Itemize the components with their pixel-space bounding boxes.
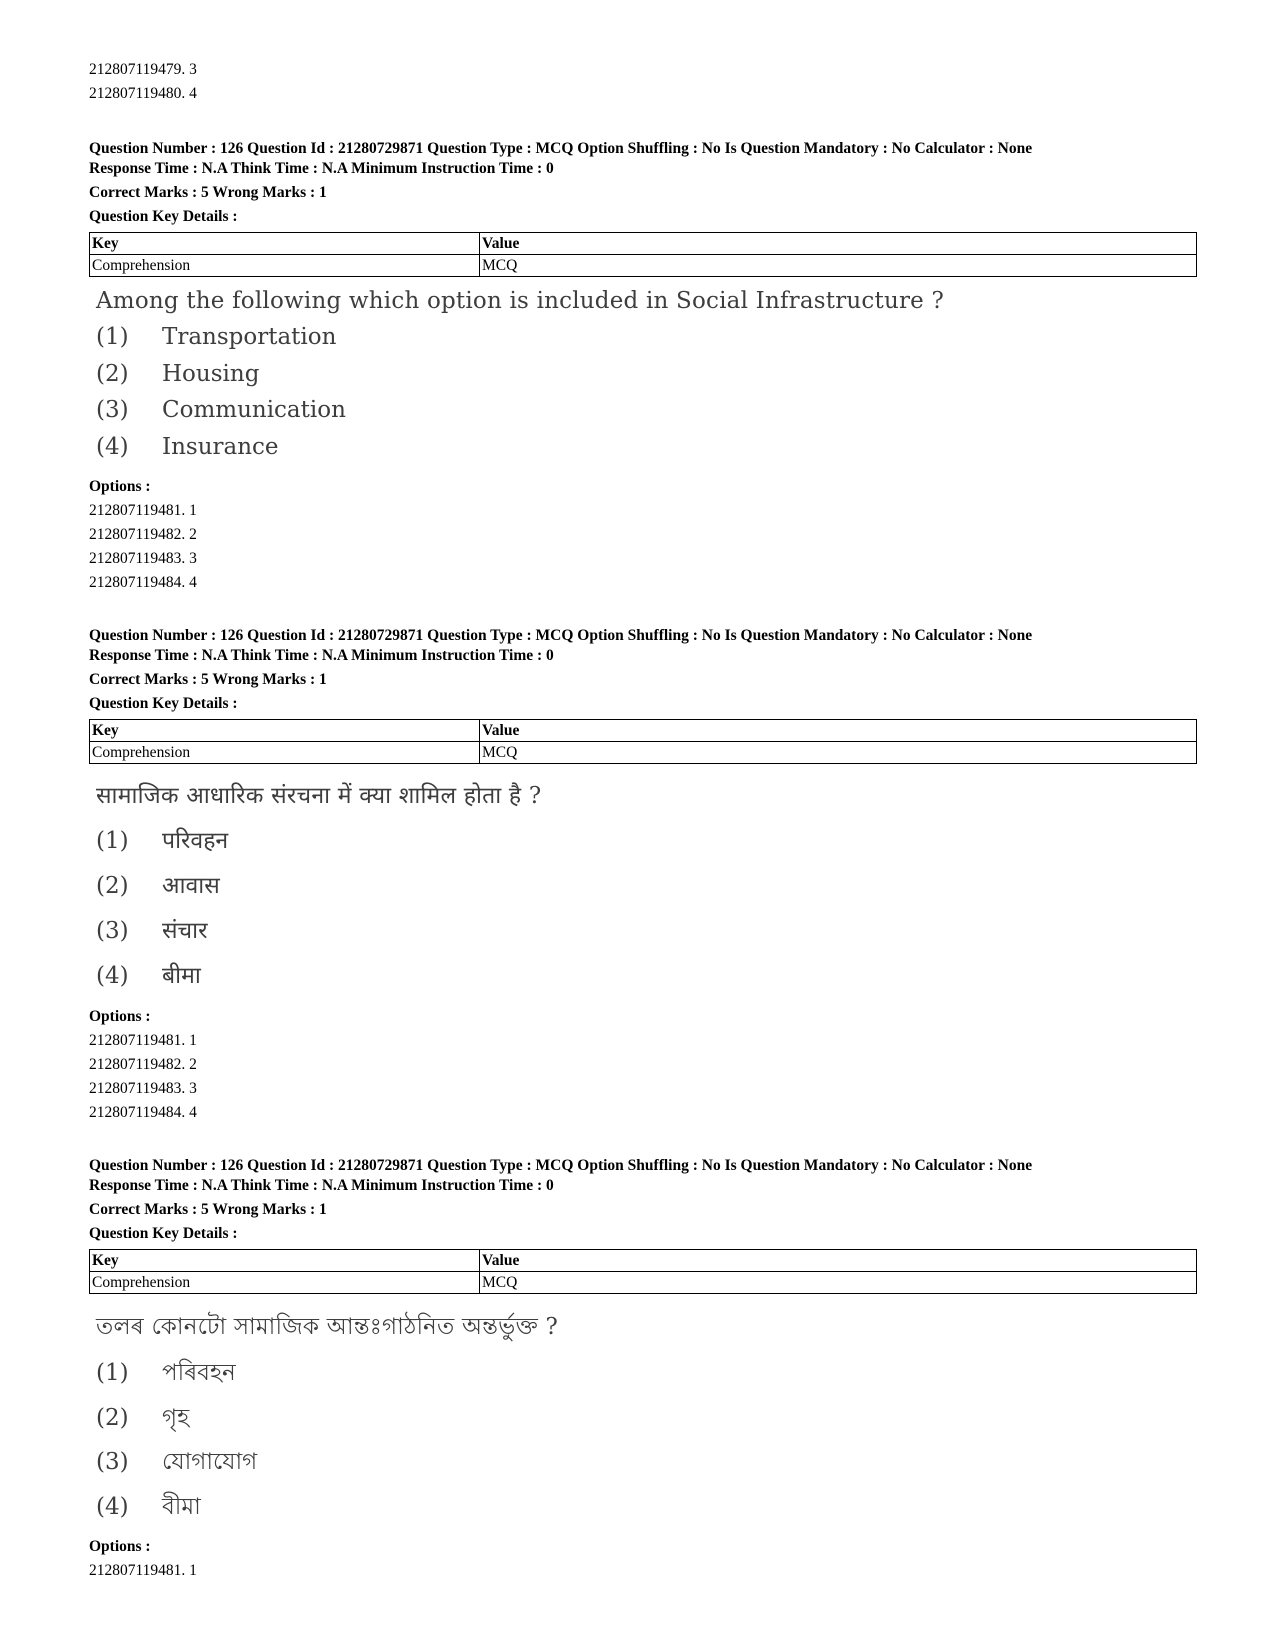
choice-text: Insurance [162, 434, 279, 460]
option-line: 212807119481. 1 [89, 1562, 197, 1579]
key-table-header-key: Key [90, 233, 480, 255]
key-table-header-row [90, 720, 1197, 742]
question-choice [96, 868, 220, 900]
key-table-header-value: Value [480, 720, 1197, 742]
question-text: তলৰ কোনটো সামাজিক আন্তঃগাঠনিত অন্তৰ্ভুক্ত ? [96, 1314, 559, 1340]
choice-number: (3) [96, 397, 129, 423]
choice-number: (2) [96, 361, 129, 387]
question-timing-line: Response Time : N.A Think Time : N.A Minimum Instruction Time : 0 [89, 647, 554, 664]
question-choice [96, 434, 279, 460]
choice-text: পৰিবহন [162, 1360, 236, 1386]
question-marks-line: Correct Marks : 5 Wrong Marks : 1 [89, 671, 327, 688]
question-choice [96, 361, 259, 387]
key-table-cell-key: Comprehension [90, 1272, 480, 1294]
option-line: 212807119480. 4 [89, 85, 197, 102]
key-table-header-row [90, 233, 1197, 255]
choice-text: যোগাযোগ [162, 1449, 258, 1475]
choice-text: परिवहन [162, 828, 229, 854]
key-table-cell-key: Comprehension [90, 255, 480, 277]
choice-number: (3) [96, 918, 129, 944]
question-timing-line: Response Time : N.A Think Time : N.A Minimum Instruction Time : 0 [89, 160, 554, 177]
question-choice [96, 1443, 257, 1482]
choice-number: (1) [96, 1360, 129, 1386]
choice-text: Communication [162, 397, 346, 423]
question-key-table [89, 719, 1197, 764]
question-marks-line: Correct Marks : 5 Wrong Marks : 1 [89, 184, 327, 201]
choice-number: (2) [96, 873, 129, 899]
question-choice [96, 913, 208, 945]
choice-number: (4) [96, 434, 129, 460]
key-table-cell-value: MCQ [480, 255, 1197, 277]
key-table-header-key: Key [90, 720, 480, 742]
options-label: Options : [89, 1008, 151, 1025]
key-table-row [90, 255, 1197, 277]
question-choice [96, 958, 201, 990]
key-table-header-key: Key [90, 1250, 480, 1272]
options-label: Options : [89, 478, 151, 495]
choice-text: বীমা [162, 1494, 201, 1520]
question-marks-line: Correct Marks : 5 Wrong Marks : 1 [89, 1201, 327, 1218]
question-choice [96, 1488, 201, 1527]
option-line: 212807119484. 4 [89, 574, 197, 591]
key-table-row [90, 1272, 1197, 1294]
question-meta-line: Question Number : 126 Question Id : 21280729871 Question Type : MCQ Option Shuffling : No Is Question Mandatory : No Calculator : None [89, 140, 1033, 157]
option-line: 212807119482. 2 [89, 526, 197, 543]
option-line: 212807119481. 1 [89, 1032, 197, 1049]
question-meta-line: Question Number : 126 Question Id : 21280729871 Question Type : MCQ Option Shuffling : No Is Question Mandatory : No Calculator : None [89, 1157, 1033, 1174]
choice-number: (4) [96, 963, 129, 989]
key-table-header-value: Value [480, 233, 1197, 255]
option-line: 212807119482. 2 [89, 1056, 197, 1073]
choice-text: Housing [162, 361, 260, 387]
choice-text: आवास [162, 873, 220, 899]
question-text: सामाजिक आधारिक संरचना में क्या शामिल होता है ? [96, 783, 542, 809]
option-line: 212807119483. 3 [89, 550, 197, 567]
question-key-details-label: Question Key Details : [89, 1225, 238, 1242]
question-timing-line: Response Time : N.A Think Time : N.A Minimum Instruction Time : 0 [89, 1177, 554, 1194]
choice-text: গৃহ [162, 1405, 190, 1431]
question-key-details-label: Question Key Details : [89, 695, 238, 712]
choice-text: संचार [162, 918, 208, 944]
key-table-cell-key: Comprehension [90, 742, 480, 764]
options-label: Options : [89, 1538, 151, 1555]
choice-text: Transportation [162, 324, 337, 350]
question-choice [96, 823, 228, 855]
key-table-row [90, 742, 1197, 764]
choice-number: (1) [96, 324, 129, 350]
key-table-cell-value: MCQ [480, 742, 1197, 764]
question-meta-line: Question Number : 126 Question Id : 21280729871 Question Type : MCQ Option Shuffling : No Is Question Mandatory : No Calculator : None [89, 627, 1033, 644]
option-line: 212807119481. 1 [89, 502, 197, 519]
question-key-table [89, 1249, 1197, 1294]
question-choice [96, 397, 346, 423]
choice-number: (4) [96, 1494, 129, 1520]
key-table-header-value: Value [480, 1250, 1197, 1272]
question-key-details-label: Question Key Details : [89, 208, 238, 225]
question-choice [96, 1399, 189, 1438]
choice-number: (3) [96, 1449, 129, 1475]
key-table-cell-value: MCQ [480, 1272, 1197, 1294]
option-line: 212807119484. 4 [89, 1104, 197, 1121]
option-line: 212807119479. 3 [89, 61, 197, 78]
option-line: 212807119483. 3 [89, 1080, 197, 1097]
choice-number: (2) [96, 1405, 129, 1431]
key-table-header-row [90, 1250, 1197, 1272]
question-choice [96, 1354, 236, 1393]
question-choice [96, 324, 336, 350]
question-text: Among the following which option is included in Social Infrastructure ? [96, 288, 945, 314]
question-key-table [89, 232, 1197, 277]
choice-number: (1) [96, 828, 129, 854]
choice-text: बीमा [162, 963, 201, 989]
